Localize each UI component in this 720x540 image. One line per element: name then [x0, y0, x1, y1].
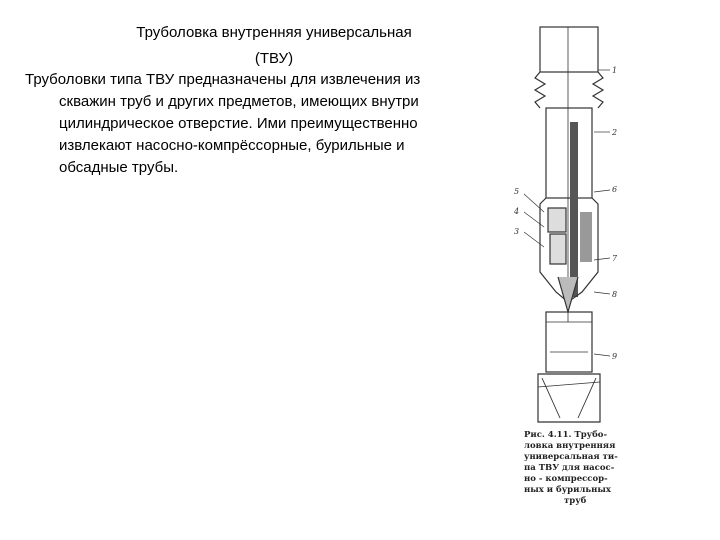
- paragraph-line: скважин труб и других предметов, имеющих внутри: [59, 93, 419, 110]
- caption-line: ловка внутренняя: [524, 441, 616, 451]
- figure-caption: [524, 430, 634, 507]
- callout-2: 2: [612, 128, 618, 137]
- caption-line: труб: [564, 496, 587, 506]
- caption-line: но - компрессор-: [524, 474, 608, 484]
- title-line-2: (ТВУ): [254, 50, 294, 67]
- description-paragraph: [25, 69, 485, 179]
- callout-3: 3: [514, 227, 520, 236]
- callout-4: 4: [514, 207, 520, 216]
- fishing-tool-drawing: [510, 22, 635, 432]
- caption-line: ных и бурильных: [524, 485, 611, 495]
- callout-9: 9: [612, 352, 618, 361]
- paragraph-line: обсадные трубы.: [59, 159, 179, 176]
- paragraph-line: цилиндрическое отверстие. Ими преимущественно: [59, 115, 418, 132]
- callout-1: 1: [612, 66, 618, 75]
- callout-7: 7: [612, 254, 618, 263]
- slide-title: [60, 20, 488, 72]
- caption-line: Рис. 4.11. Трубо-: [524, 430, 607, 440]
- caption-line: па ТВУ для насос-: [524, 463, 615, 473]
- callout-8: 8: [612, 290, 618, 299]
- callout-6: 6: [612, 185, 618, 194]
- title-line-1: Труболовка внутренняя универсальная: [136, 24, 412, 41]
- callout-5: 5: [514, 187, 520, 196]
- caption-line: универсальная ти-: [524, 452, 618, 462]
- paragraph-line: Труболовки типа ТВУ предназначены для извлечения из: [25, 71, 421, 88]
- paragraph-line: извлекают насосно-компрёссорные, бурильные и: [59, 137, 405, 154]
